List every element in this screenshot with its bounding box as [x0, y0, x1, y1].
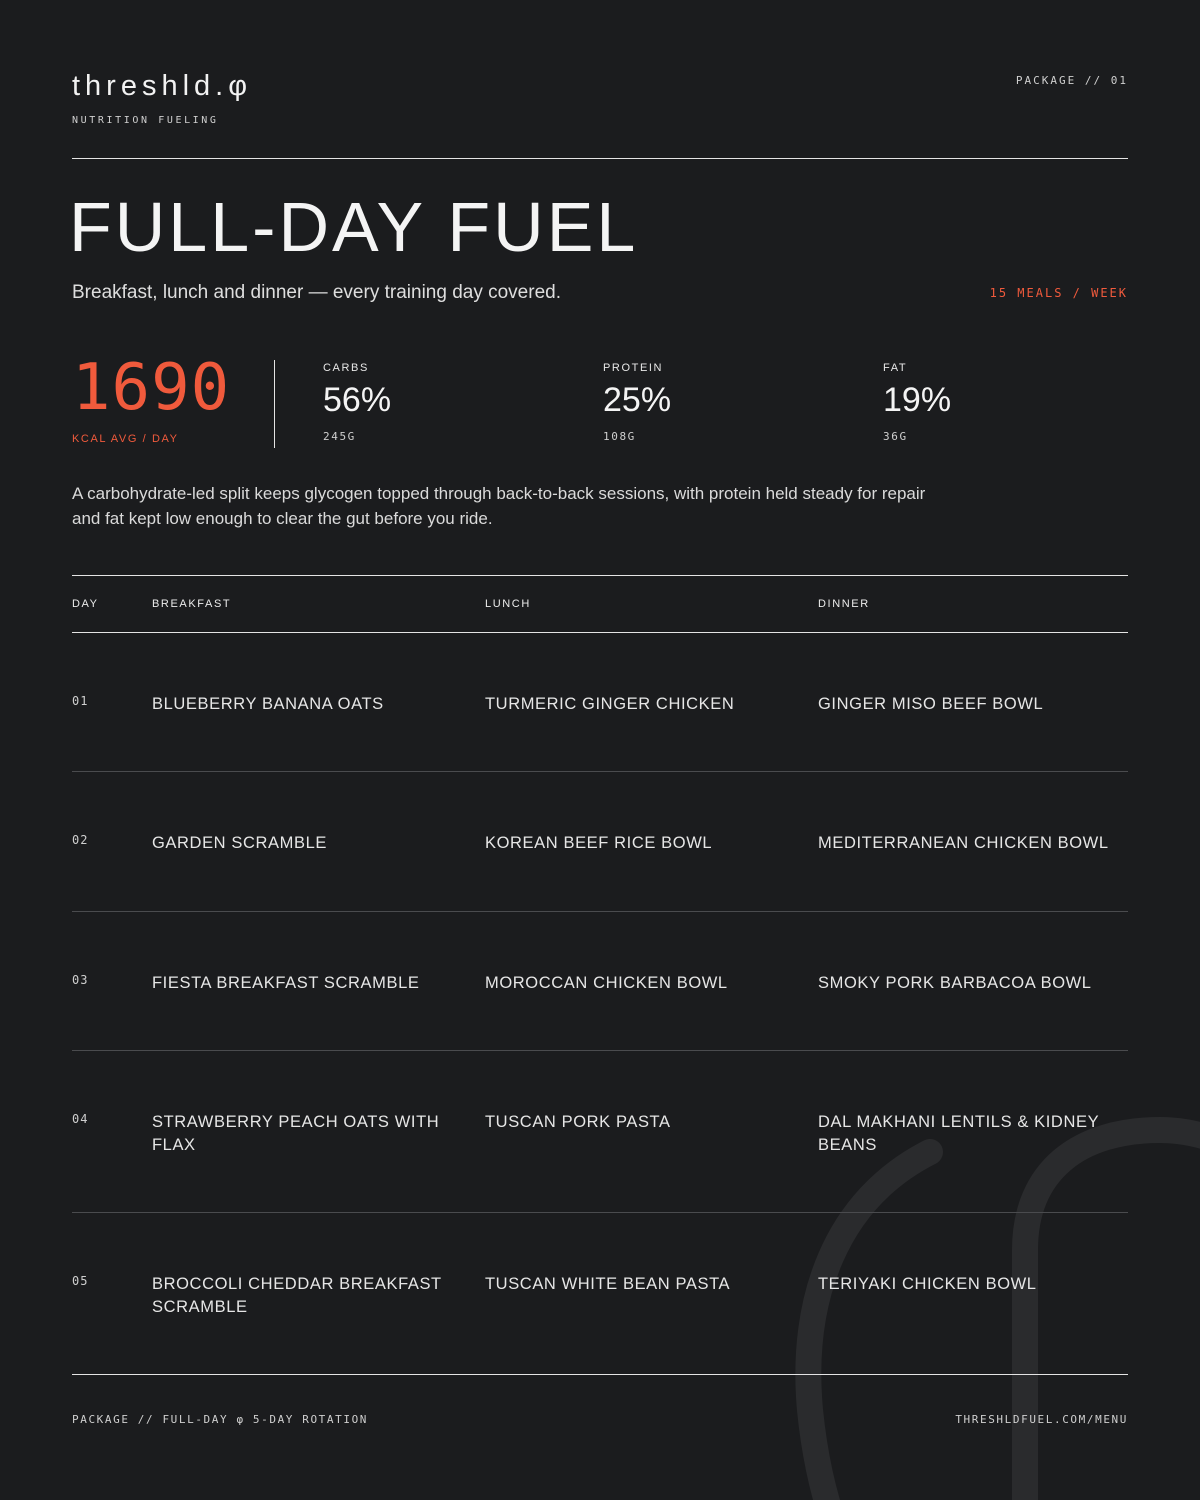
- meals-per-week-tag: 15 MEALS / WEEK: [989, 286, 1128, 300]
- day-number: 04: [72, 1112, 89, 1126]
- kcal-label: KCAL AVG / DAY: [72, 433, 179, 445]
- column-header-breakfast: BREAKFAST: [152, 598, 232, 610]
- brand-subtitle: NUTRITION FUELING: [72, 115, 219, 126]
- day-number: 01: [72, 694, 89, 708]
- breakfast-cell: BLUEBERRY BANANA OATS: [152, 695, 384, 713]
- macro-percent: 56%: [323, 381, 392, 419]
- macro-percent: 25%: [603, 381, 672, 419]
- column-header-dinner: DINNER: [818, 598, 870, 610]
- lunch-cell: KOREAN BEEF RICE BOWL: [485, 834, 713, 852]
- dinner-cell: DAL MAKHANI LENTILS & KIDNEY BEANS: [818, 1113, 1099, 1154]
- macro-percent: 19%: [883, 381, 952, 419]
- header-divider: [72, 158, 1128, 159]
- plan-description: A carbohydrate-led split keeps glycogen topped through back-to-back sessions, with protein held steady for repair and fat kept low enough to clear the gut before you ride.: [72, 484, 926, 528]
- dinner-cell: GINGER MISO BEEF BOWL: [818, 695, 1044, 713]
- macro-carbs: [323, 362, 391, 443]
- macro-label: FAT: [883, 362, 908, 374]
- package-tag: PACKAGE // 01: [1015, 74, 1128, 87]
- kcal-value: 1690: [72, 351, 231, 425]
- breakfast-cell: FIESTA BREAKFAST SCRAMBLE: [152, 974, 420, 992]
- day-number: 05: [72, 1274, 89, 1288]
- macro-grams: 245G: [323, 430, 356, 443]
- menu-page: [69, 0, 1128, 1500]
- lunch-cell: MOROCCAN CHICKEN BOWL: [485, 974, 728, 992]
- stats-divider: [274, 360, 275, 448]
- breakfast-cell: STRAWBERRY PEACH OATS WITH FLAX: [152, 1113, 440, 1154]
- brand-block: [72, 70, 252, 126]
- table-header-rule: [72, 632, 1128, 633]
- column-header-lunch: LUNCH: [485, 598, 531, 610]
- dinner-cell: SMOKY PORK BARBACOA BOWL: [818, 974, 1092, 992]
- macro-label: CARBS: [323, 362, 369, 374]
- row-divider: [72, 911, 1128, 912]
- dinner-cell: MEDITERRANEAN CHICKEN BOWL: [818, 834, 1109, 852]
- dinner-cell: TERIYAKI CHICKEN BOWL: [818, 1275, 1037, 1293]
- lunch-cell: TUSCAN WHITE BEAN PASTA: [485, 1275, 731, 1293]
- table-top-rule: [72, 575, 1128, 576]
- macro-grams: 108G: [603, 430, 636, 443]
- day-number: 03: [72, 973, 89, 987]
- day-number: 02: [72, 833, 89, 847]
- footer-package-label: PACKAGE // FULL-DAY φ 5-DAY ROTATION: [72, 1413, 369, 1426]
- macro-fat: [883, 362, 951, 443]
- footer-rule: [72, 1374, 1128, 1375]
- brand-logo: threshld.φ: [72, 70, 253, 102]
- column-header-day: DAY: [72, 598, 99, 610]
- page-subtitle: Breakfast, lunch and dinner — every training day covered.: [72, 282, 561, 303]
- macro-label: PROTEIN: [603, 362, 664, 374]
- row-divider: [72, 1212, 1128, 1213]
- row-divider: [72, 1050, 1128, 1051]
- breakfast-cell: GARDEN SCRAMBLE: [152, 834, 327, 852]
- row-divider: [72, 771, 1128, 772]
- lunch-cell: TURMERIC GINGER CHICKEN: [485, 695, 735, 713]
- footer-url[interactable]: THRESHLDFUEL.COM/MENU: [955, 1413, 1128, 1426]
- macro-grams: 36G: [883, 430, 908, 443]
- breakfast-cell: BROCCOLI CHEDDAR BREAKFAST SCRAMBLE: [152, 1275, 442, 1316]
- macro-protein: [603, 362, 671, 443]
- lunch-cell: TUSCAN PORK PASTA: [485, 1113, 671, 1131]
- page-title: FULL-DAY FUEL: [69, 188, 639, 266]
